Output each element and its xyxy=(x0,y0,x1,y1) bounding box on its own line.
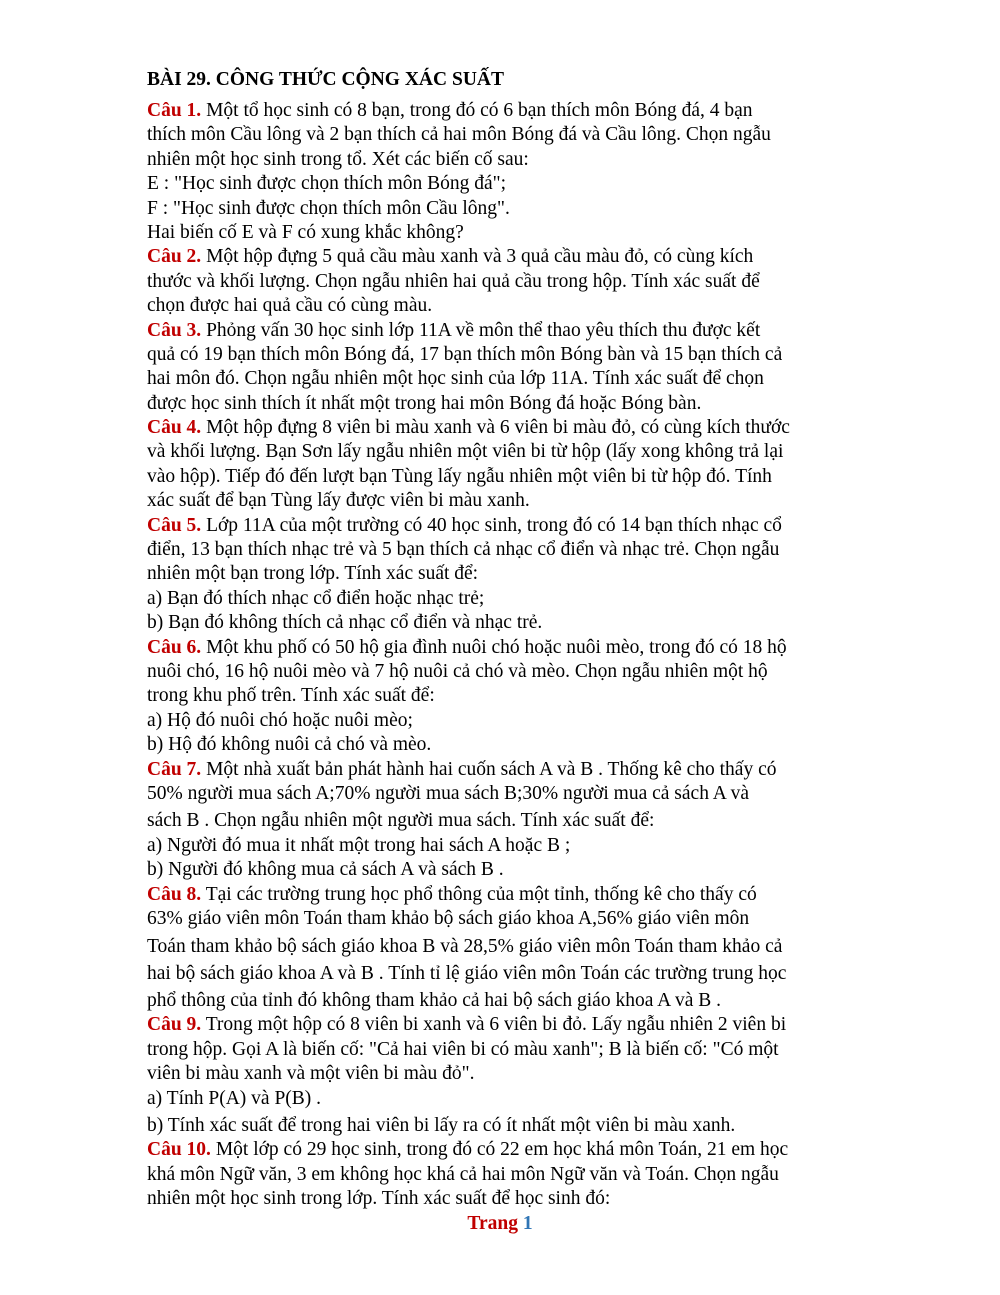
line-text: a) Bạn đó thích nhạc cổ điển hoặc nhạc trẻ; xyxy=(147,587,485,609)
question-label: Câu 8. xyxy=(147,883,202,905)
text-line xyxy=(147,392,862,416)
text-line xyxy=(147,465,862,489)
text-line xyxy=(147,148,862,172)
text-line xyxy=(147,1114,862,1138)
line-text: Một hộp đựng 5 quả cầu màu xanh và 3 quả cầu màu đỏ, có cùng kích xyxy=(201,246,754,268)
text-line xyxy=(147,935,862,962)
line-text: trong khu phố trên. Tính xác suất để: xyxy=(147,685,435,707)
question-label: Câu 6. xyxy=(147,636,202,658)
text-line xyxy=(147,684,862,708)
text-line xyxy=(147,834,862,858)
text-line xyxy=(147,709,862,733)
question-line xyxy=(147,1013,862,1037)
line-text: khá môn Ngữ văn, 3 em không học khá cả hai môn Ngữ văn và Toán. Chọn ngẫu xyxy=(147,1163,779,1185)
line-text: nhiên một học sinh trong tổ. Xét các biến cố sau: xyxy=(147,148,529,170)
line-text: F : "Học sinh được chọn thích môn Cầu lông". xyxy=(147,197,510,219)
text-line xyxy=(147,221,862,245)
text-line xyxy=(147,270,862,294)
question-line xyxy=(147,99,862,123)
text-line xyxy=(147,587,862,611)
line-text: trong hộp. Gọi A là biến cố: "Cả hai viên bi có màu xanh"; B là biến cố: "Có một xyxy=(147,1038,779,1060)
line-text: được học sinh thích ít nhất một trong hai môn Bóng đá hoặc Bóng bàn. xyxy=(147,392,702,414)
question-line xyxy=(147,245,862,269)
line-text: 50% người mua sách A;70% người mua sách B;30% người mua cả sách A và xyxy=(147,782,750,804)
line-text: viên bi màu xanh và một viên bi màu đỏ". xyxy=(147,1063,475,1085)
line-text: hai bộ sách giáo khoa A và B . Tính tỉ lệ giáo viên môn Toán các trường trung học xyxy=(147,962,787,984)
line-text: chọn được hai quả cầu có cùng màu. xyxy=(147,295,433,317)
text-line xyxy=(147,197,862,221)
line-text: Một nhà xuất bản phát hành hai cuốn sách A và B . Thống kê cho thấy có xyxy=(201,758,777,780)
line-text: b) Hộ đó không nuôi cả chó và mèo. xyxy=(147,734,432,756)
line-text: Một tổ học sinh có 8 bạn, trong đó có 6 bạn thích môn Bóng đá, 4 bạn xyxy=(201,100,753,121)
text-line xyxy=(147,1038,862,1062)
line-text: a) Hộ đó nuôi chó hoặc nuôi mèo; xyxy=(147,709,413,731)
question-line xyxy=(147,1138,862,1162)
question-line xyxy=(147,636,862,660)
line-text: Hai biến cố E và F có xung khắc không? xyxy=(147,221,464,243)
line-text: nuôi chó, 16 hộ nuôi mèo và 7 hộ nuôi cả chó và mèo. Chọn ngẫu nhiên một hộ xyxy=(147,660,768,682)
line-text: b) Bạn đó không thích cả nhạc cổ điển và nhạc trẻ. xyxy=(147,612,543,634)
text-line xyxy=(147,1087,862,1115)
page-number: 1 xyxy=(522,1213,533,1234)
page-label: Trang xyxy=(467,1213,518,1234)
line-text: a) Tính P(A) và P(B) . xyxy=(147,1087,322,1109)
text-line xyxy=(147,294,862,318)
question-line xyxy=(147,883,862,907)
question-label: Câu 5. xyxy=(147,514,202,536)
text-line xyxy=(147,1163,862,1187)
page-footer xyxy=(0,1212,1000,1236)
text-line xyxy=(147,858,862,882)
text-line xyxy=(147,367,862,391)
line-text: và khối lượng. Bạn Sơn lấy ngẫu nhiên một viên bi từ hộp (lấy xong không trả lại xyxy=(147,441,784,463)
question-label: Câu 1. xyxy=(147,100,202,121)
line-text: a) Người đó mua it nhất một trong hai sách A hoặc B ; xyxy=(147,834,571,856)
line-text: xác suất để bạn Tùng lấy được viên bi màu xanh. xyxy=(147,490,530,512)
question-line xyxy=(147,319,862,343)
text-line xyxy=(147,907,862,935)
line-text: Một hộp đựng 8 viên bi màu xanh và 6 viên bi màu đỏ, có cùng kích thước xyxy=(201,417,790,439)
text-line xyxy=(147,1062,862,1086)
text-line xyxy=(147,440,862,464)
line-text: nhiên một học sinh trong lớp. Tính xác suất để học sinh đó: xyxy=(147,1188,611,1210)
line-text: b) Người đó không mua cả sách A và sách B . xyxy=(147,859,504,881)
line-text: quả có 19 bạn thích môn Bóng đá, 17 bạn thích môn Bóng bàn và 15 bạn thích cả xyxy=(147,343,783,365)
document-body xyxy=(147,99,862,1212)
question-line xyxy=(147,514,862,538)
line-text: Một lớp có 29 học sinh, trong đó có 22 em học khá môn Toán, 21 em học xyxy=(210,1139,789,1161)
question-label: Câu 9. xyxy=(147,1014,202,1036)
line-text: thước và khối lượng. Chọn ngẫu nhiên hai quả cầu trong hộp. Tính xác suất để xyxy=(147,270,760,292)
text-line xyxy=(147,989,862,1013)
question-line xyxy=(147,758,862,782)
line-text: Tại các trường trung học phổ thông của một tỉnh, thống kê cho thấy có xyxy=(201,883,757,905)
text-line xyxy=(147,1187,862,1211)
text-line xyxy=(147,611,862,635)
line-text: Trong một hộp có 8 viên bi xanh và 6 viên bi đỏ. Lấy ngẫu nhiên 2 viên bi xyxy=(201,1014,787,1036)
question-label: Câu 7. xyxy=(147,758,202,780)
line-text: b) Tính xác suất để trong hai viên bi lấy ra có ít nhất một viên bi màu xanh. xyxy=(147,1115,736,1137)
line-text: Phỏng vấn 30 học sinh lớp 11A về môn thể thao yêu thích thu được kết xyxy=(201,319,761,341)
question-label: Câu 2. xyxy=(147,246,202,268)
text-line xyxy=(147,343,862,367)
question-label: Câu 3. xyxy=(147,319,202,341)
line-text: Một khu phố có 50 hộ gia đình nuôi chó hoặc nuôi mèo, trong đó có 18 hộ xyxy=(201,636,787,658)
text-line xyxy=(147,489,862,513)
line-text: Toán tham khảo bộ sách giáo khoa B và 28,5% giáo viên môn Toán tham khảo cả xyxy=(147,935,783,957)
text-line xyxy=(147,660,862,684)
line-text: phổ thông của tỉnh đó không tham khảo cả hai bộ sách giáo khoa A và B . xyxy=(147,990,722,1011)
text-line xyxy=(147,538,862,562)
line-text: hai môn đó. Chọn ngẫu nhiên một học sinh của lớp 11A. Tính xác suất để chọn xyxy=(147,368,764,390)
page-title: BÀI 29. CÔNG THỨC CỘNG XÁC SUẤT xyxy=(147,69,504,90)
line-text: thích môn Cầu lông và 2 bạn thích cả hai môn Bóng đá và Cầu lông. Chọn ngẫu xyxy=(147,124,771,146)
line-text: điển, 13 bạn thích nhạc trẻ và 5 bạn thích cả nhạc cổ điển và nhạc trẻ. Chọn ngẫu xyxy=(147,539,780,561)
question-label: Câu 4. xyxy=(147,417,202,439)
line-text: Lớp 11A của một trường có 40 học sinh, trong đó có 14 bạn thích nhạc cổ xyxy=(201,514,782,536)
question-line xyxy=(147,416,862,440)
text-line xyxy=(147,733,862,757)
question-label: Câu 10. xyxy=(147,1139,211,1161)
line-text: 63% giáo viên môn Toán tham khảo bộ sách giáo khoa A,56% giáo viên môn xyxy=(147,908,750,929)
line-text: E : "Học sinh được chọn thích môn Bóng đá"; xyxy=(147,173,507,195)
line-text: sách B . Chọn ngẫu nhiên một người mua sách. Tính xác suất để: xyxy=(147,810,655,832)
text-line xyxy=(147,782,862,810)
text-line xyxy=(147,962,862,990)
line-text: nhiên một bạn trong lớp. Tính xác suất để: xyxy=(147,563,479,585)
text-line xyxy=(147,123,862,147)
text-line xyxy=(147,809,862,833)
text-line xyxy=(147,172,862,196)
line-text: vào hộp). Tiếp đó đến lượt bạn Tùng lấy ngẫu nhiên một viên bi từ hộp đó. Tính xyxy=(147,465,772,487)
text-line xyxy=(147,562,862,586)
